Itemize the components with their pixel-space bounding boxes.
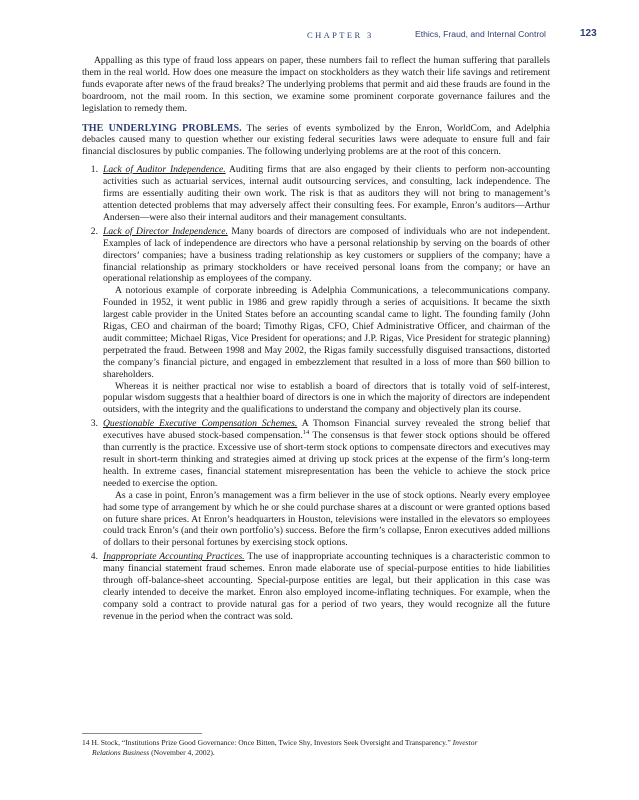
list-item-executive-compensation [82, 418, 550, 549]
item-number: 3. [90, 418, 98, 430]
item-text-continued: The consensus is that fewer stock options should be offered than currently is the practice. Excessive use of short-term stock options to compensate directors and executives may result in short-term thinking and strategies aimed at driving up stock prices at the expense of the firm’s long-term health. In extreme cases, financial statement misrepresentation has been the vehicle to achieve the stock price needed to exercise the option. [103, 430, 550, 489]
item-text: The use of inappropriate accounting techniques is a characteristic common to many financial statement fraud schemes. Enron made elaborate use of special-purpose entities to hide liabilities through off-balance-sheet accounting. Special-purpose entities are legal, but their application in this case was clearly intended to deceive the market. Enron also employed income-inflating techniques. For example, when the company sold a contract to provide natural gas for a period of two years, they would recognize all the future revenue in the period when the contract was sold. [103, 551, 551, 622]
item-text: A Thomson Financial survey revealed the strong belief that executives have abused stock-based compensation. [103, 418, 550, 442]
section-heading: THE UNDERLYING PROBLEMS. [82, 122, 242, 134]
section-text: The series of events symbolized by the Enron, WorldCom, and Adelphia debacles caused many to question whether our existing federal securities laws were adequate to ensure full and fair financial disclosures by public companies. The following underlying problems are at the root of this concern. [82, 122, 551, 158]
list-item-accounting-practices [82, 551, 550, 622]
item-heading: Inappropriate Accounting Practices. [103, 551, 245, 563]
footnote-number: 14 [82, 738, 90, 747]
footnote-reference[interactable]: 14 [302, 429, 310, 436]
item-subparagraph: Whereas it is neither practical nor wise to establish a board of directors that is totally void of self-interest, popular wisdom suggests that a healthier board of directors is one in which the majority of directors are independent outsiders, with the integrity and the qualifications to understand the company and objectively plan its course. [103, 380, 550, 416]
page-number: 123 [580, 28, 597, 39]
chapter-label: CHAPTER 3 [307, 30, 374, 40]
section-paragraph [82, 123, 550, 159]
item-heading: Lack of Auditor Independence. [103, 164, 226, 176]
chapter-title: Ethics, Fraud, and Internal Control [415, 29, 546, 39]
intro-paragraph: Appalling as this type of fraud loss appears on paper, these numbers fail to reflect the human suffering that parallels them in the real world. How does one measure the impact on stockholders as they watch their life savings and retirement funds evaporate after news of the fraud breaks? The underlying problems that permit and aid these frauds are found in the boardroom, not the mail room. In this section, we examine some prominent corporate governance failures and the legislation to remedy them. [82, 55, 550, 114]
running-header [0, 28, 639, 44]
list-item-auditor-independence [82, 164, 550, 224]
footnote-divider [82, 733, 202, 734]
item-number: 1. [90, 164, 98, 176]
list-item-director-independence [82, 226, 550, 417]
item-subparagraph: As a case in point, Enron’s management was a firm believer in the use of stock options. Nearly every employee had some type of arrangement by which he or she could purchase shares at a discount or were granted options based on future share prices. At Enron’s headquarters in Houston, televisions were installed in the elevators so employees could track Enron’s (and their own portfolio’s) success. Before the firm’s collapse, Enron executives added millions of dollars to their personal fortunes by exercising stock options. [103, 489, 550, 549]
item-number: 4. [90, 551, 98, 563]
footnote-journal: Investor [452, 738, 478, 747]
footnote-journal-cont: Relations Business [92, 748, 150, 757]
footnote-date: (November 4, 2002). [151, 748, 215, 757]
page-body [82, 55, 550, 625]
item-text: Auditing firms that are also engaged by their clients to perform non-accounting activities such as actuarial services, internal audit outsourcing services, and consulting, lack independence. The firms are essentially auditing their own work. The risk is that as auditors they will not bring to management’s attention detected problems that may adversely affect their consulting fees. For example, Enron’s auditors—Arthur Andersen—were also their internal auditors and their management consultants. [103, 164, 551, 223]
item-text: Many boards of directors are composed of individuals who are not independent. Examples of lack of independence are directors who have a personal relationship by serving on the boards of other directors’ companies; have a business trading relationship as key customers or suppliers of the company; have a financial relationship as primary stockholders or have received personal loans from the company; or have an operational relationship as employees of the company. [103, 225, 550, 285]
item-subparagraph: A notorious example of corporate inbreeding is Adelphia Communications, a telecommunications company. Founded in 1952, it went public in 1986 and grew rapidly through a series of acquisitions. It became the sixth largest cable provider in the United States before an accounting scandal came to light. The founding family (John Rigas, CEO and chairman of the board; Timothy Rigas, CFO, Chief Administrative Officer, and chairman of the audit committee; Michael Rigas, Vice President for operations; and J.P. Rigas, Vice President for strategic planning) perpetrated the fraud. Between 1998 and May 2002, the Rigas family successfully disguised transactions, distorted the company’s financial picture, and engaged in embezzlement that resulted in a loss of more than $60 billion to shareholders. [103, 285, 550, 380]
footnote-continuation [82, 748, 552, 758]
item-number: 2. [90, 225, 98, 237]
item-heading: Questionable Executive Compensation Schemes. [103, 418, 298, 430]
problem-list [82, 164, 550, 622]
footnote [82, 738, 552, 758]
footnote-text: H. Stock, “Institutions Prize Good Governance: Once Bitten, Twice Shy, Investors Seek Oversight and Transparency.” [91, 738, 451, 747]
item-heading: Lack of Director Independence. [103, 225, 228, 237]
